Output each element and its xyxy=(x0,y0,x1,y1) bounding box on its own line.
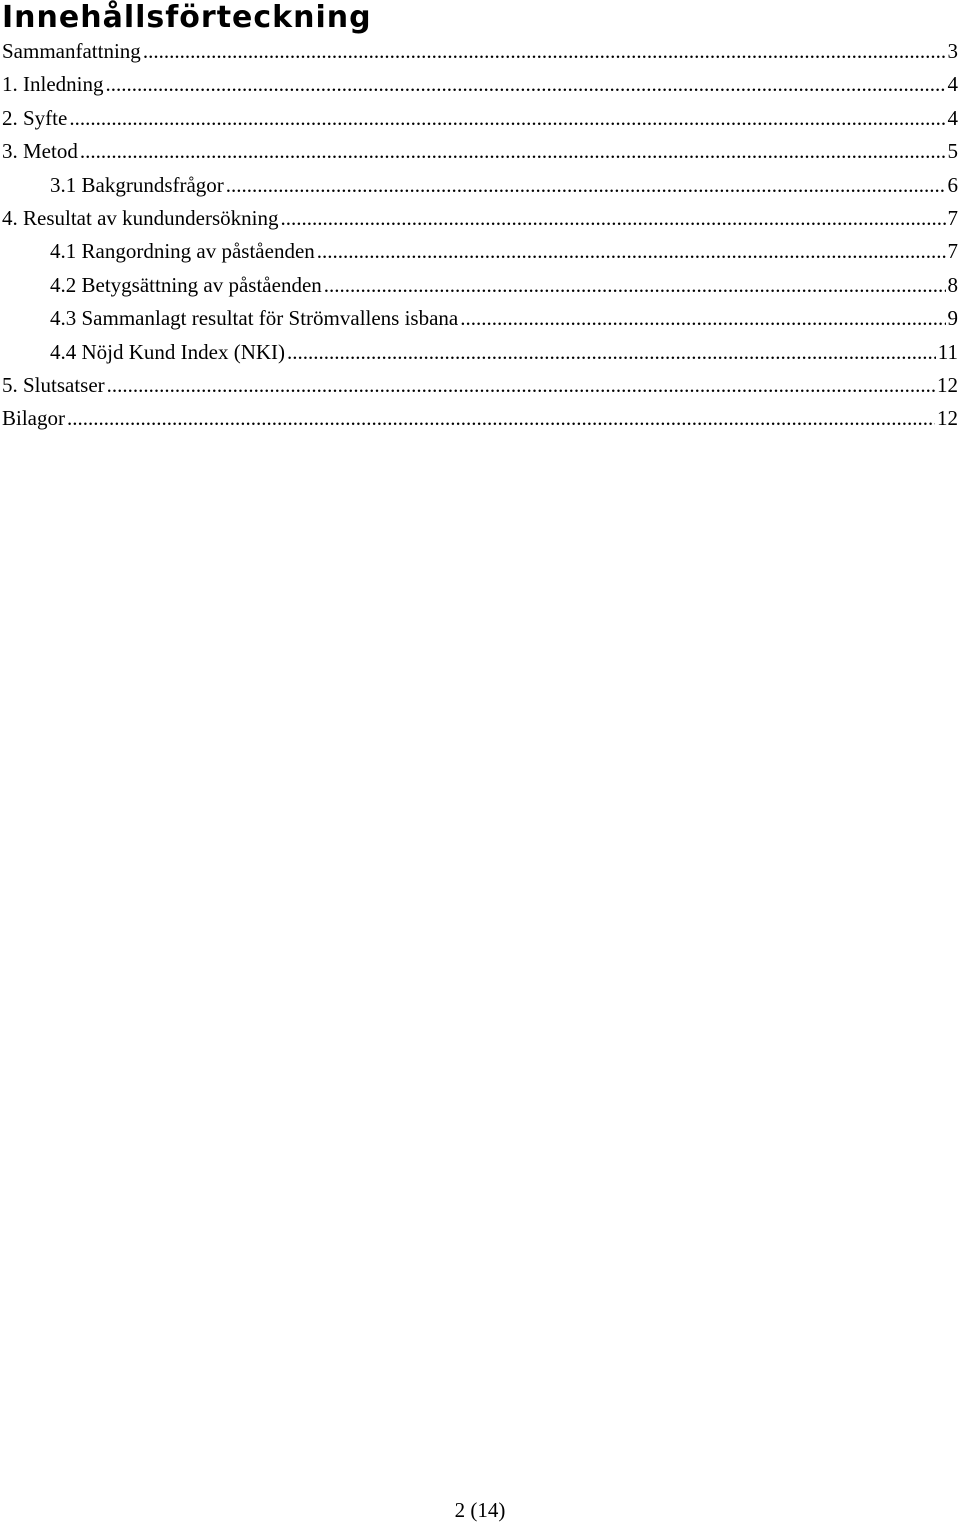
toc-entry-page: 7 xyxy=(947,239,958,264)
toc-entry-rangordning[interactable] xyxy=(0,235,958,268)
toc-entry-label: 4.2 Betygsättning av påståenden xyxy=(50,272,322,297)
toc-entry-page: 8 xyxy=(947,272,958,297)
toc-leader-dots xyxy=(460,302,945,335)
toc-entry-page: 5 xyxy=(947,139,958,164)
toc-entry-sammanlagt-resultat[interactable] xyxy=(0,302,958,335)
toc-entry-page: 11 xyxy=(937,339,958,364)
toc-leader-dots xyxy=(105,68,945,101)
toc-entry-label: 3.1 Bakgrundsfrågor xyxy=(50,172,224,197)
toc-entry-bilagor[interactable] xyxy=(0,402,958,435)
toc-entry-page: 9 xyxy=(947,306,958,331)
toc-entry-inledning[interactable] xyxy=(0,68,958,101)
toc-list xyxy=(0,35,958,436)
toc-entry-slutsatser[interactable] xyxy=(0,369,958,402)
toc-leader-dots xyxy=(280,202,945,235)
toc-entry-sammanfattning[interactable] xyxy=(0,35,958,68)
toc-entry-label: 3. Metod xyxy=(2,139,78,164)
toc-entry-page: 12 xyxy=(937,406,958,431)
toc-entry-page: 12 xyxy=(937,372,958,397)
toc-entry-page: 6 xyxy=(947,172,958,197)
toc-entry-page: 3 xyxy=(947,39,958,63)
toc-entry-label: 4.1 Rangordning av påståenden xyxy=(50,239,315,264)
toc-entry-label: 1. Inledning xyxy=(2,72,104,97)
toc-leader-dots xyxy=(324,269,946,302)
toc-leader-dots xyxy=(107,369,935,402)
toc-entry-label: 4.4 Nöjd Kund Index (NKI) xyxy=(50,339,286,364)
toc-entry-label: 4.3 Sammanlagt resultat för Strömvallens isbana xyxy=(50,306,459,331)
toc-leader-dots xyxy=(317,235,946,268)
toc-leader-dots xyxy=(80,135,946,168)
toc-leader-dots xyxy=(226,169,946,202)
toc-entry-syfte[interactable] xyxy=(0,102,958,135)
toc-entry-betygsattning[interactable] xyxy=(0,269,958,302)
toc-leader-dots xyxy=(287,336,936,369)
toc-leader-dots xyxy=(143,35,946,68)
toc-leader-dots xyxy=(67,402,935,435)
toc-entry-metod[interactable] xyxy=(0,135,958,168)
toc-entry-page: 4 xyxy=(947,72,958,97)
toc-entry-label: Sammanfattning xyxy=(2,39,141,63)
toc-entry-nki[interactable] xyxy=(0,336,958,369)
toc-title: Innehållsförteckning xyxy=(2,0,372,35)
toc-entry-page: 7 xyxy=(947,205,958,230)
page-number: 2 (14) xyxy=(454,1498,506,1522)
toc-leader-dots xyxy=(69,102,945,135)
toc-entry-page: 4 xyxy=(947,105,958,130)
toc-entry-bakgrundsfragor[interactable] xyxy=(0,169,958,202)
toc-entry-label: 4. Resultat av kundundersökning xyxy=(2,205,279,230)
toc-entry-label: Bilagor xyxy=(2,406,65,431)
toc-entry-resultat[interactable] xyxy=(0,202,958,235)
toc-entry-label: 2. Syfte xyxy=(2,105,68,130)
toc-entry-label: 5. Slutsatser xyxy=(2,372,105,397)
